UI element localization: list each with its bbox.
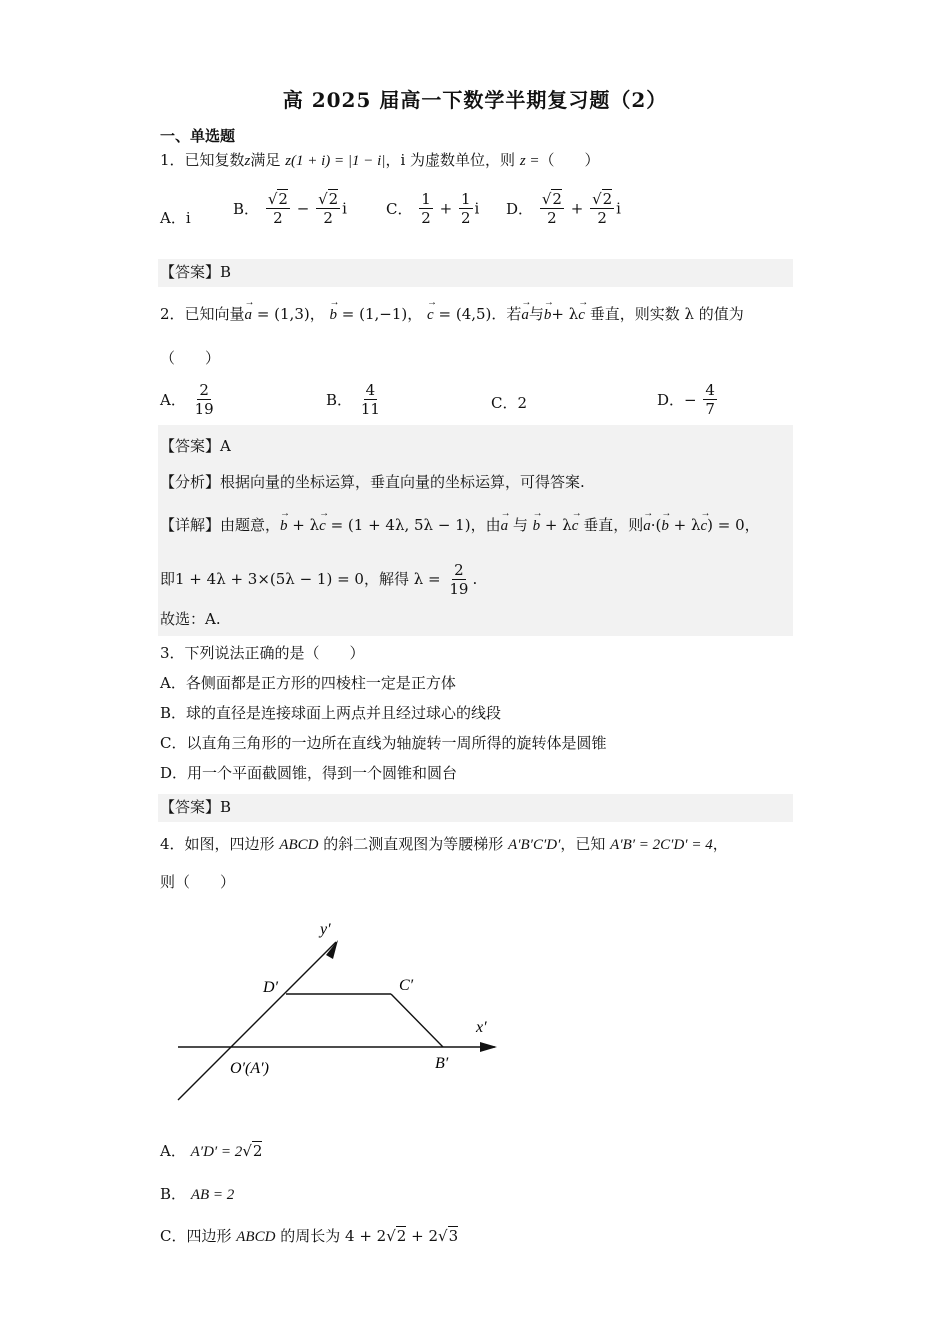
q4-option-c-b: 的周长为 [280, 1227, 341, 1245]
label-c: C′ [399, 977, 414, 994]
q4-option-b [160, 1184, 234, 1205]
q1-option-d-label: D． [506, 200, 534, 218]
q3-answer: 【答案】B [160, 798, 232, 816]
q1-option-b: B． $\frac{√2}{2}$ − $\frac{√2}{2}$ i [233, 190, 347, 227]
q1-c-frac2: $\frac{1}{2}$ [460, 190, 471, 227]
q4-figure [160, 910, 510, 1110]
label-b: B′ [435, 1055, 449, 1072]
vec-c-5: → c [700, 516, 707, 536]
q2-line2-den: 19 [449, 579, 469, 598]
q2-detail-a: 【详解】由题意， [160, 516, 281, 534]
x-axis-arrow [480, 1042, 497, 1052]
q4-option-b-expr: AB = 2 [190, 1187, 235, 1203]
vec-b: → b [330, 305, 338, 325]
q4-option-c-rad2: 3 [448, 1227, 459, 1245]
q1-equation: z(1 + i) = |1 − i| [285, 153, 386, 169]
q2-detail-line2: 即1 + 4λ + 3×(5λ − 1) = 0，解得 λ = $\frac{2}{19}$ . [160, 560, 478, 598]
q2-option-b-label: B． [326, 391, 353, 409]
q2-a-num: 2 [199, 381, 209, 399]
q2-b-num: 4 [365, 381, 376, 399]
vec-b-2: → b [544, 305, 552, 325]
vec-c-2: → c [578, 305, 585, 325]
q4-option-a-expr: A′D′ = 2 [190, 1144, 243, 1160]
page-title: 高 2025 届高一下数学半期复习题（2） [282, 88, 668, 112]
q2-b-eq: = (1,−1)， [341, 305, 423, 323]
q1-option-a: A．i [160, 209, 191, 227]
q3-option-a: A．各侧面都是正方形的四棱柱一定是正方体 [160, 674, 456, 692]
label-y: y′ [320, 921, 331, 938]
q3-answer-box [158, 794, 793, 822]
q4-option-a-label: A． [160, 1142, 186, 1160]
vec-b-3: → b [280, 516, 288, 536]
vec-b-4: → b [533, 516, 541, 536]
q2-d-den: 7 [705, 400, 715, 418]
q4-equation: A′B′ = 2C′D′ = 4 [610, 837, 713, 853]
q2-choose: 故选：A. [160, 610, 221, 628]
q2-a-den: 19 [194, 400, 214, 418]
q3-option-d: D．用一个平面截圆锥，得到一个圆锥和圆台 [160, 764, 458, 782]
q2-detail-d: = 0， [717, 516, 760, 534]
q1-b-frac1: $\frac{√2}{2}$ [267, 190, 288, 227]
q1-stem-b: 满足 [250, 151, 281, 169]
q2-b-den: 11 [360, 400, 380, 418]
q2-option-d-label: D．− [657, 391, 697, 409]
q2-line2-frac [447, 561, 470, 598]
q2-line2-a: 即1 + 4λ + 3×(5λ − 1) = 0，解得 λ = [160, 570, 441, 588]
q2-bplus: + λ [551, 305, 579, 323]
q2-detail-c: 垂直，则 [583, 516, 644, 534]
q2-option-b [326, 381, 384, 418]
q1-d-frac1: $\frac{√2}{2}$ [541, 190, 562, 227]
q4-option-a: A． A′D′ = 2√2 [160, 1142, 263, 1160]
q2-detail-b: = (1 + 4λ, 5λ − 1)，由 [330, 516, 501, 534]
q4-abcd: ABCD [279, 837, 319, 853]
q4-stem-d: ， [712, 835, 728, 853]
q4-option-c-abcd: ABCD [236, 1229, 276, 1245]
q4-option-c-rad1: 2 [396, 1227, 407, 1245]
label-o: O′(A′) [230, 1060, 269, 1077]
vec-a-2: → a [521, 305, 529, 325]
vec-a-4: → a [643, 516, 651, 536]
q2-paren: （ ） [160, 349, 221, 367]
q4-option-c-plus: + 2 [411, 1227, 438, 1245]
q4-option-c-expr: 4 + 2 [345, 1227, 387, 1245]
q2-d-num: 4 [705, 381, 715, 399]
q1-var-z: z [244, 153, 251, 169]
q4-stem-a: 4．如图，四边形 [160, 835, 275, 853]
q4-option-b-label: B． [160, 1185, 187, 1203]
q2-option-a [160, 381, 218, 418]
q3-stem: 3．下列说法正确的是（ ） [160, 644, 365, 662]
q1-option-c-label: C． [386, 200, 413, 218]
q1-stem [160, 150, 600, 171]
q1-option-d: D． $\frac{√2}{2}$ + $\frac{√2}{2}$ i [506, 190, 621, 227]
vec-a: → a [245, 305, 253, 325]
label-x: x′ [476, 1019, 487, 1036]
q2-a-eq: = (1,3)， [256, 305, 325, 323]
q4-then: 则（ ） [160, 873, 236, 891]
q3-option-b: B．球的直径是连接球面上两点并且经过球心的线段 [160, 704, 502, 722]
q2-tail: 垂直，则实数 λ 的值为 [589, 305, 744, 323]
label-d: D′ [263, 979, 279, 996]
q1-option-b-label: B． [233, 200, 260, 218]
q2-detail: 【详解】由题意，→ b + λ→ c = (1 + 4λ, 5λ − 1)，由→ a 与 → b + λ→ c 垂直，则→ a·(→ b + λ→ c) = 0， [160, 515, 760, 536]
vec-b-5: → b [661, 516, 669, 536]
q1-z-eq: z = [519, 153, 540, 169]
vec-c: → c [427, 305, 434, 325]
q2-option-a-label: A． [160, 391, 186, 409]
q2-b-frac [359, 381, 382, 418]
q4-stem [160, 834, 728, 855]
q2-stem [160, 304, 744, 325]
q4-stem-b: 的斜二测直观图为等腰梯形 [323, 835, 504, 853]
q1-paren: （ ） [539, 151, 600, 169]
q1-answer-box [158, 259, 793, 287]
q1-stem-a: 1．已知复数 [160, 151, 245, 169]
q4-option-a-rad: 2 [252, 1142, 263, 1160]
vec-a-3: → a [501, 516, 509, 536]
section-heading: 一、单选题 [160, 127, 236, 145]
q1-d-frac2: $\frac{√2}{2}$ [592, 190, 613, 227]
q1-answer: 【答案】B [160, 263, 232, 281]
q2-option-c: C．2 [491, 394, 528, 412]
q2-c-eq: = (4,5)．若 [438, 305, 522, 323]
q1-c-frac1: $\frac{1}{2}$ [421, 190, 431, 227]
q4-option-c: C．四边形 ABCD 的周长为 4 + 2√2 + 2√3 [160, 1227, 459, 1245]
q2-option-d [657, 381, 719, 418]
q4-option-c-a: C．四边形 [160, 1227, 232, 1245]
q1-stem-c: ，i 为虚数单位，则 [385, 151, 516, 169]
q4-stem-c: ，已知 [560, 835, 606, 853]
q2-d-frac [703, 381, 717, 418]
q1-b-frac2: $\frac{√2}{2}$ [318, 190, 339, 227]
q2-answer: 【答案】A [160, 437, 231, 455]
trapezoid-right [391, 994, 443, 1047]
q1-option-c: C． $\frac{1}{2}$ + $\frac{1}{2}$ i [386, 190, 480, 227]
q4-trapezoid: A′B′C′D′ [508, 837, 561, 853]
q2-analysis: 【分析】根据向量的坐标运算，垂直向量的坐标运算，可得答案. [160, 473, 585, 491]
q2-line2-num: 2 [454, 560, 464, 579]
vec-c-3: → c [319, 516, 326, 536]
q2-stem-a: 2．已知向量 [160, 305, 245, 323]
vec-c-4: → c [572, 516, 579, 536]
q2-a-frac [193, 381, 216, 418]
q3-option-c: C．以直角三角形的一边所在直线为轴旋转一周所得的旋转体是圆锥 [160, 734, 607, 752]
q2-mid: 与 [528, 305, 544, 323]
